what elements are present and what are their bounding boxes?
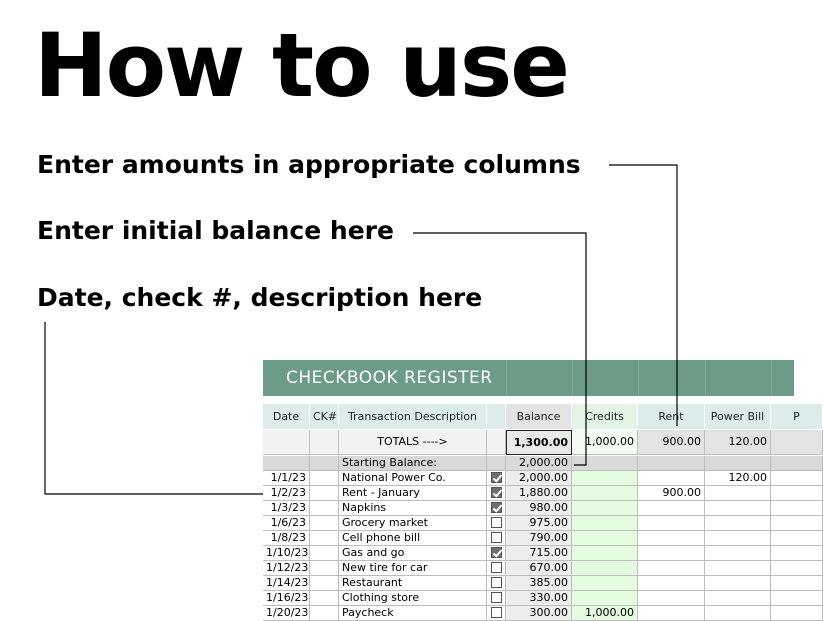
starting-balance-cell bbox=[771, 456, 823, 471]
row-power-bill[interactable] bbox=[705, 486, 771, 501]
row-description[interactable]: Napkins bbox=[339, 501, 487, 516]
row-date[interactable]: 1/10/23 bbox=[263, 546, 310, 561]
row-next[interactable] bbox=[771, 591, 823, 606]
row-next[interactable] bbox=[771, 546, 823, 561]
row-credits[interactable] bbox=[572, 561, 638, 576]
row-credits[interactable] bbox=[572, 591, 638, 606]
row-rent[interactable] bbox=[638, 576, 705, 591]
starting-balance-cell bbox=[263, 456, 310, 471]
totals-balance: 1,300.00 bbox=[506, 430, 572, 455]
headline: How to use bbox=[34, 14, 568, 117]
starting-balance-cell bbox=[705, 456, 771, 471]
starting-balance-amount[interactable]: 2,000.00 bbox=[506, 456, 572, 471]
row-rent[interactable] bbox=[638, 546, 705, 561]
row-check-number[interactable] bbox=[310, 486, 339, 501]
row-description[interactable]: New tire for car bbox=[339, 561, 487, 576]
row-rent[interactable] bbox=[638, 501, 705, 516]
row-check-number[interactable] bbox=[310, 501, 339, 516]
instruction-amounts: Enter amounts in appropriate columns bbox=[37, 150, 581, 179]
banner-divider bbox=[771, 360, 772, 396]
totals-empty-check bbox=[487, 430, 506, 455]
row-description[interactable]: Restaurant bbox=[339, 576, 487, 591]
row-date[interactable]: 1/12/23 bbox=[263, 561, 310, 576]
row-check-number[interactable] bbox=[310, 606, 339, 621]
row-power-bill[interactable] bbox=[705, 546, 771, 561]
row-check-number[interactable] bbox=[310, 546, 339, 561]
row-balance: 385.00 bbox=[506, 576, 572, 591]
row-power-bill[interactable] bbox=[705, 561, 771, 576]
cleared-checkbox[interactable] bbox=[491, 502, 502, 513]
row-date[interactable]: 1/2/23 bbox=[263, 486, 310, 501]
row-date[interactable]: 1/3/23 bbox=[263, 501, 310, 516]
row-rent[interactable] bbox=[638, 561, 705, 576]
row-check-number[interactable] bbox=[310, 561, 339, 576]
row-balance: 670.00 bbox=[506, 561, 572, 576]
starting-balance-label[interactable]: Starting Balance: bbox=[339, 456, 487, 471]
row-balance: 715.00 bbox=[506, 546, 572, 561]
header-power-bill: Power Bill bbox=[705, 404, 771, 430]
totals-next bbox=[771, 430, 823, 455]
row-rent[interactable] bbox=[638, 531, 705, 546]
row-power-bill[interactable] bbox=[705, 606, 771, 621]
header-balance: Balance bbox=[506, 404, 572, 430]
row-date[interactable]: 1/8/23 bbox=[263, 531, 310, 546]
banner-divider bbox=[638, 360, 639, 396]
row-rent[interactable] bbox=[638, 591, 705, 606]
starting-balance-cell bbox=[310, 456, 339, 471]
row-description[interactable]: Paycheck bbox=[339, 606, 487, 621]
row-next[interactable] bbox=[771, 576, 823, 591]
row-power-bill[interactable] bbox=[705, 531, 771, 546]
row-date[interactable]: 1/14/23 bbox=[263, 576, 310, 591]
banner-divider bbox=[572, 360, 573, 396]
row-cleared-cell bbox=[487, 546, 506, 561]
header-check bbox=[487, 404, 506, 430]
row-credits[interactable] bbox=[572, 516, 638, 531]
row-next[interactable] bbox=[771, 606, 823, 621]
row-next[interactable] bbox=[771, 531, 823, 546]
cleared-checkbox[interactable] bbox=[491, 517, 502, 528]
instruction-date-description: Date, check #, description here bbox=[37, 283, 483, 312]
cleared-checkbox[interactable] bbox=[491, 547, 502, 558]
banner-divider bbox=[705, 360, 706, 396]
row-cleared-cell bbox=[487, 516, 506, 531]
row-power-bill[interactable]: 120.00 bbox=[705, 471, 771, 486]
row-balance: 330.00 bbox=[506, 591, 572, 606]
row-description[interactable]: Grocery market bbox=[339, 516, 487, 531]
starting-balance-cell bbox=[487, 456, 506, 471]
totals-label: TOTALS ----> bbox=[339, 430, 487, 455]
starting-balance-cell bbox=[638, 456, 705, 471]
register-banner bbox=[263, 360, 794, 396]
row-credits[interactable] bbox=[572, 576, 638, 591]
cleared-checkbox[interactable] bbox=[491, 532, 502, 543]
cleared-checkbox[interactable] bbox=[491, 562, 502, 573]
row-cleared-cell bbox=[487, 561, 506, 576]
row-description[interactable]: National Power Co. bbox=[339, 471, 487, 486]
row-power-bill[interactable] bbox=[705, 591, 771, 606]
starting-balance-cell bbox=[572, 456, 638, 471]
row-date[interactable]: 1/20/23 bbox=[263, 606, 310, 621]
row-cleared-cell bbox=[487, 576, 506, 591]
connector-date-description bbox=[45, 322, 263, 494]
row-balance: 790.00 bbox=[506, 531, 572, 546]
row-next[interactable] bbox=[771, 516, 823, 531]
row-credits[interactable] bbox=[572, 531, 638, 546]
row-check-number[interactable] bbox=[310, 591, 339, 606]
header-description: Transaction Description bbox=[339, 404, 487, 430]
cleared-checkbox[interactable] bbox=[491, 487, 502, 498]
row-next[interactable] bbox=[771, 471, 823, 486]
header-date: Date bbox=[263, 404, 310, 430]
row-date[interactable]: 1/6/23 bbox=[263, 516, 310, 531]
row-cleared-cell bbox=[487, 501, 506, 516]
row-cleared-cell bbox=[487, 606, 506, 621]
totals-credits: 1,000.00 bbox=[572, 430, 638, 455]
row-cleared-cell bbox=[487, 591, 506, 606]
cleared-checkbox[interactable] bbox=[491, 472, 502, 483]
row-next[interactable] bbox=[771, 561, 823, 576]
row-rent[interactable] bbox=[638, 471, 705, 486]
row-description[interactable]: Cell phone bill bbox=[339, 531, 487, 546]
row-rent[interactable]: 900.00 bbox=[638, 486, 705, 501]
row-credits[interactable] bbox=[572, 486, 638, 501]
cleared-checkbox[interactable] bbox=[491, 592, 502, 603]
instruction-initial-balance: Enter initial balance here bbox=[37, 216, 394, 245]
row-balance: 975.00 bbox=[506, 516, 572, 531]
row-date[interactable]: 1/1/23 bbox=[263, 471, 310, 486]
row-date[interactable]: 1/16/23 bbox=[263, 591, 310, 606]
totals-empty-date bbox=[263, 430, 310, 455]
row-credits[interactable] bbox=[572, 546, 638, 561]
row-balance: 2,000.00 bbox=[506, 471, 572, 486]
row-rent[interactable] bbox=[638, 516, 705, 531]
banner-divider bbox=[506, 360, 507, 396]
row-rent[interactable] bbox=[638, 606, 705, 621]
row-power-bill[interactable] bbox=[705, 516, 771, 531]
row-credits[interactable] bbox=[572, 501, 638, 516]
row-cleared-cell bbox=[487, 471, 506, 486]
register-title: CHECKBOOK REGISTER bbox=[286, 368, 493, 388]
row-power-bill[interactable] bbox=[705, 576, 771, 591]
row-credits[interactable] bbox=[572, 471, 638, 486]
row-balance: 1,880.00 bbox=[506, 486, 572, 501]
header-ck: CK# bbox=[310, 404, 339, 430]
header-next: P bbox=[771, 404, 823, 430]
header-credits: Credits bbox=[572, 404, 638, 430]
cleared-checkbox[interactable] bbox=[491, 607, 502, 618]
row-check-number[interactable] bbox=[310, 576, 339, 591]
totals-power-bill: 120.00 bbox=[705, 430, 771, 455]
row-cleared-cell bbox=[487, 531, 506, 546]
cleared-checkbox[interactable] bbox=[491, 577, 502, 588]
row-balance: 980.00 bbox=[506, 501, 572, 516]
totals-rent: 900.00 bbox=[638, 430, 705, 455]
header-rent: Rent bbox=[638, 404, 705, 430]
row-cleared-cell bbox=[487, 486, 506, 501]
checkbook-register-sheet bbox=[263, 360, 800, 619]
row-power-bill[interactable] bbox=[705, 501, 771, 516]
row-check-number[interactable] bbox=[310, 471, 339, 486]
row-description[interactable]: Gas and go bbox=[339, 546, 487, 561]
row-check-number[interactable] bbox=[310, 516, 339, 531]
row-next[interactable] bbox=[771, 486, 823, 501]
row-credits[interactable]: 1,000.00 bbox=[572, 606, 638, 621]
totals-empty-ck bbox=[310, 430, 339, 455]
row-description[interactable]: Rent - January bbox=[339, 486, 487, 501]
row-next[interactable] bbox=[771, 501, 823, 516]
row-balance: 300.00 bbox=[506, 606, 572, 621]
row-check-number[interactable] bbox=[310, 531, 339, 546]
row-description[interactable]: Clothing store bbox=[339, 591, 487, 606]
